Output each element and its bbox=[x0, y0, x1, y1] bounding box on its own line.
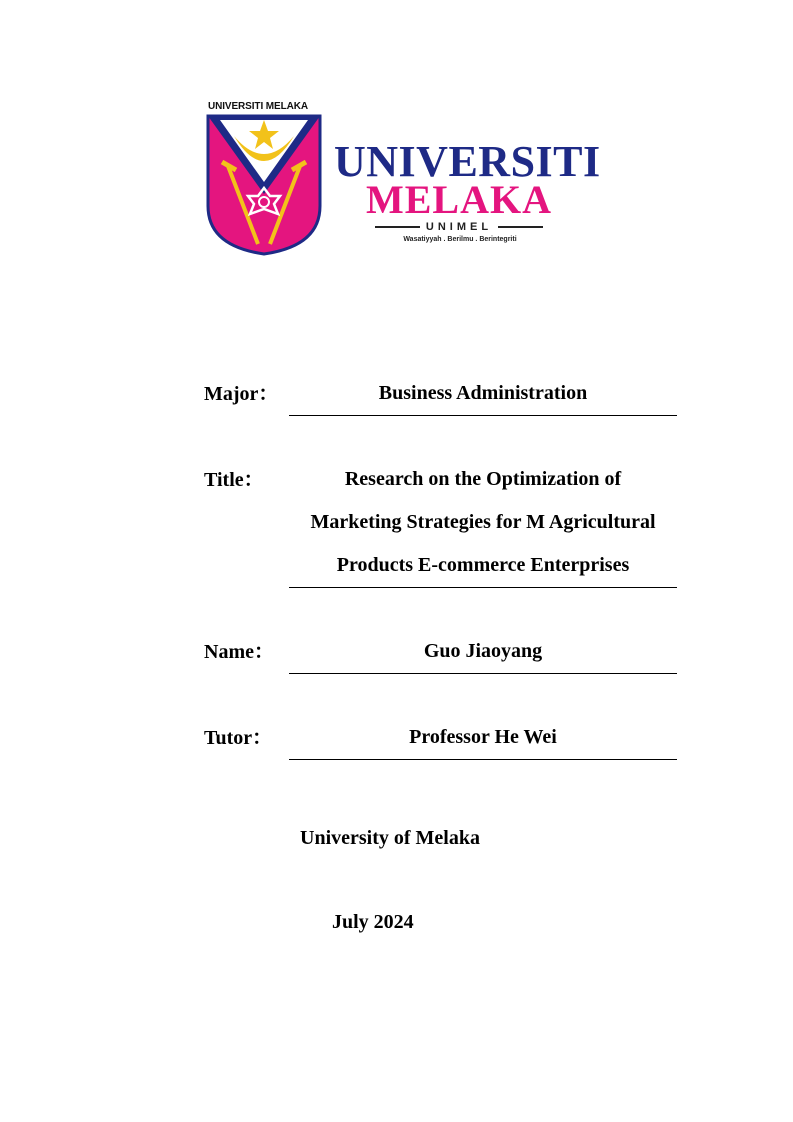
abbreviation-row bbox=[375, 219, 543, 235]
tutor-value bbox=[289, 716, 677, 760]
title-value bbox=[289, 458, 677, 588]
tutor-label: Tutor： bbox=[204, 727, 273, 749]
wordmark-melaka: MELAKA bbox=[366, 177, 552, 222]
major-value bbox=[289, 372, 677, 416]
name-value bbox=[289, 630, 677, 674]
name-label: Name： bbox=[204, 641, 274, 663]
major-label: Major： bbox=[204, 383, 279, 405]
title-line: Marketing Strategies for M Agricultural bbox=[310, 511, 656, 533]
divider bbox=[498, 226, 543, 228]
title-line: Products E-commerce Enterprises bbox=[336, 554, 630, 576]
major-text: Business Administration bbox=[378, 382, 588, 404]
name-text: Guo Jiaoyang bbox=[423, 640, 543, 662]
institution-name: University of Melaka bbox=[300, 827, 480, 849]
tutor-text: Professor He Wei bbox=[409, 726, 557, 748]
university-crest-icon bbox=[206, 114, 322, 256]
submission-date: July 2024 bbox=[332, 911, 414, 933]
title-line: Research on the Optimization of bbox=[344, 468, 622, 490]
tagline: Wasatiyyah . Berilmu . Berintegriti bbox=[403, 236, 517, 243]
divider bbox=[375, 226, 420, 228]
wordmark-universiti: UNIVERSITI bbox=[334, 137, 601, 186]
abbreviation: UNIMEL bbox=[425, 221, 493, 233]
crest-caption: UNIVERSITI MELAKA bbox=[208, 101, 308, 112]
title-label: Title： bbox=[204, 469, 264, 491]
